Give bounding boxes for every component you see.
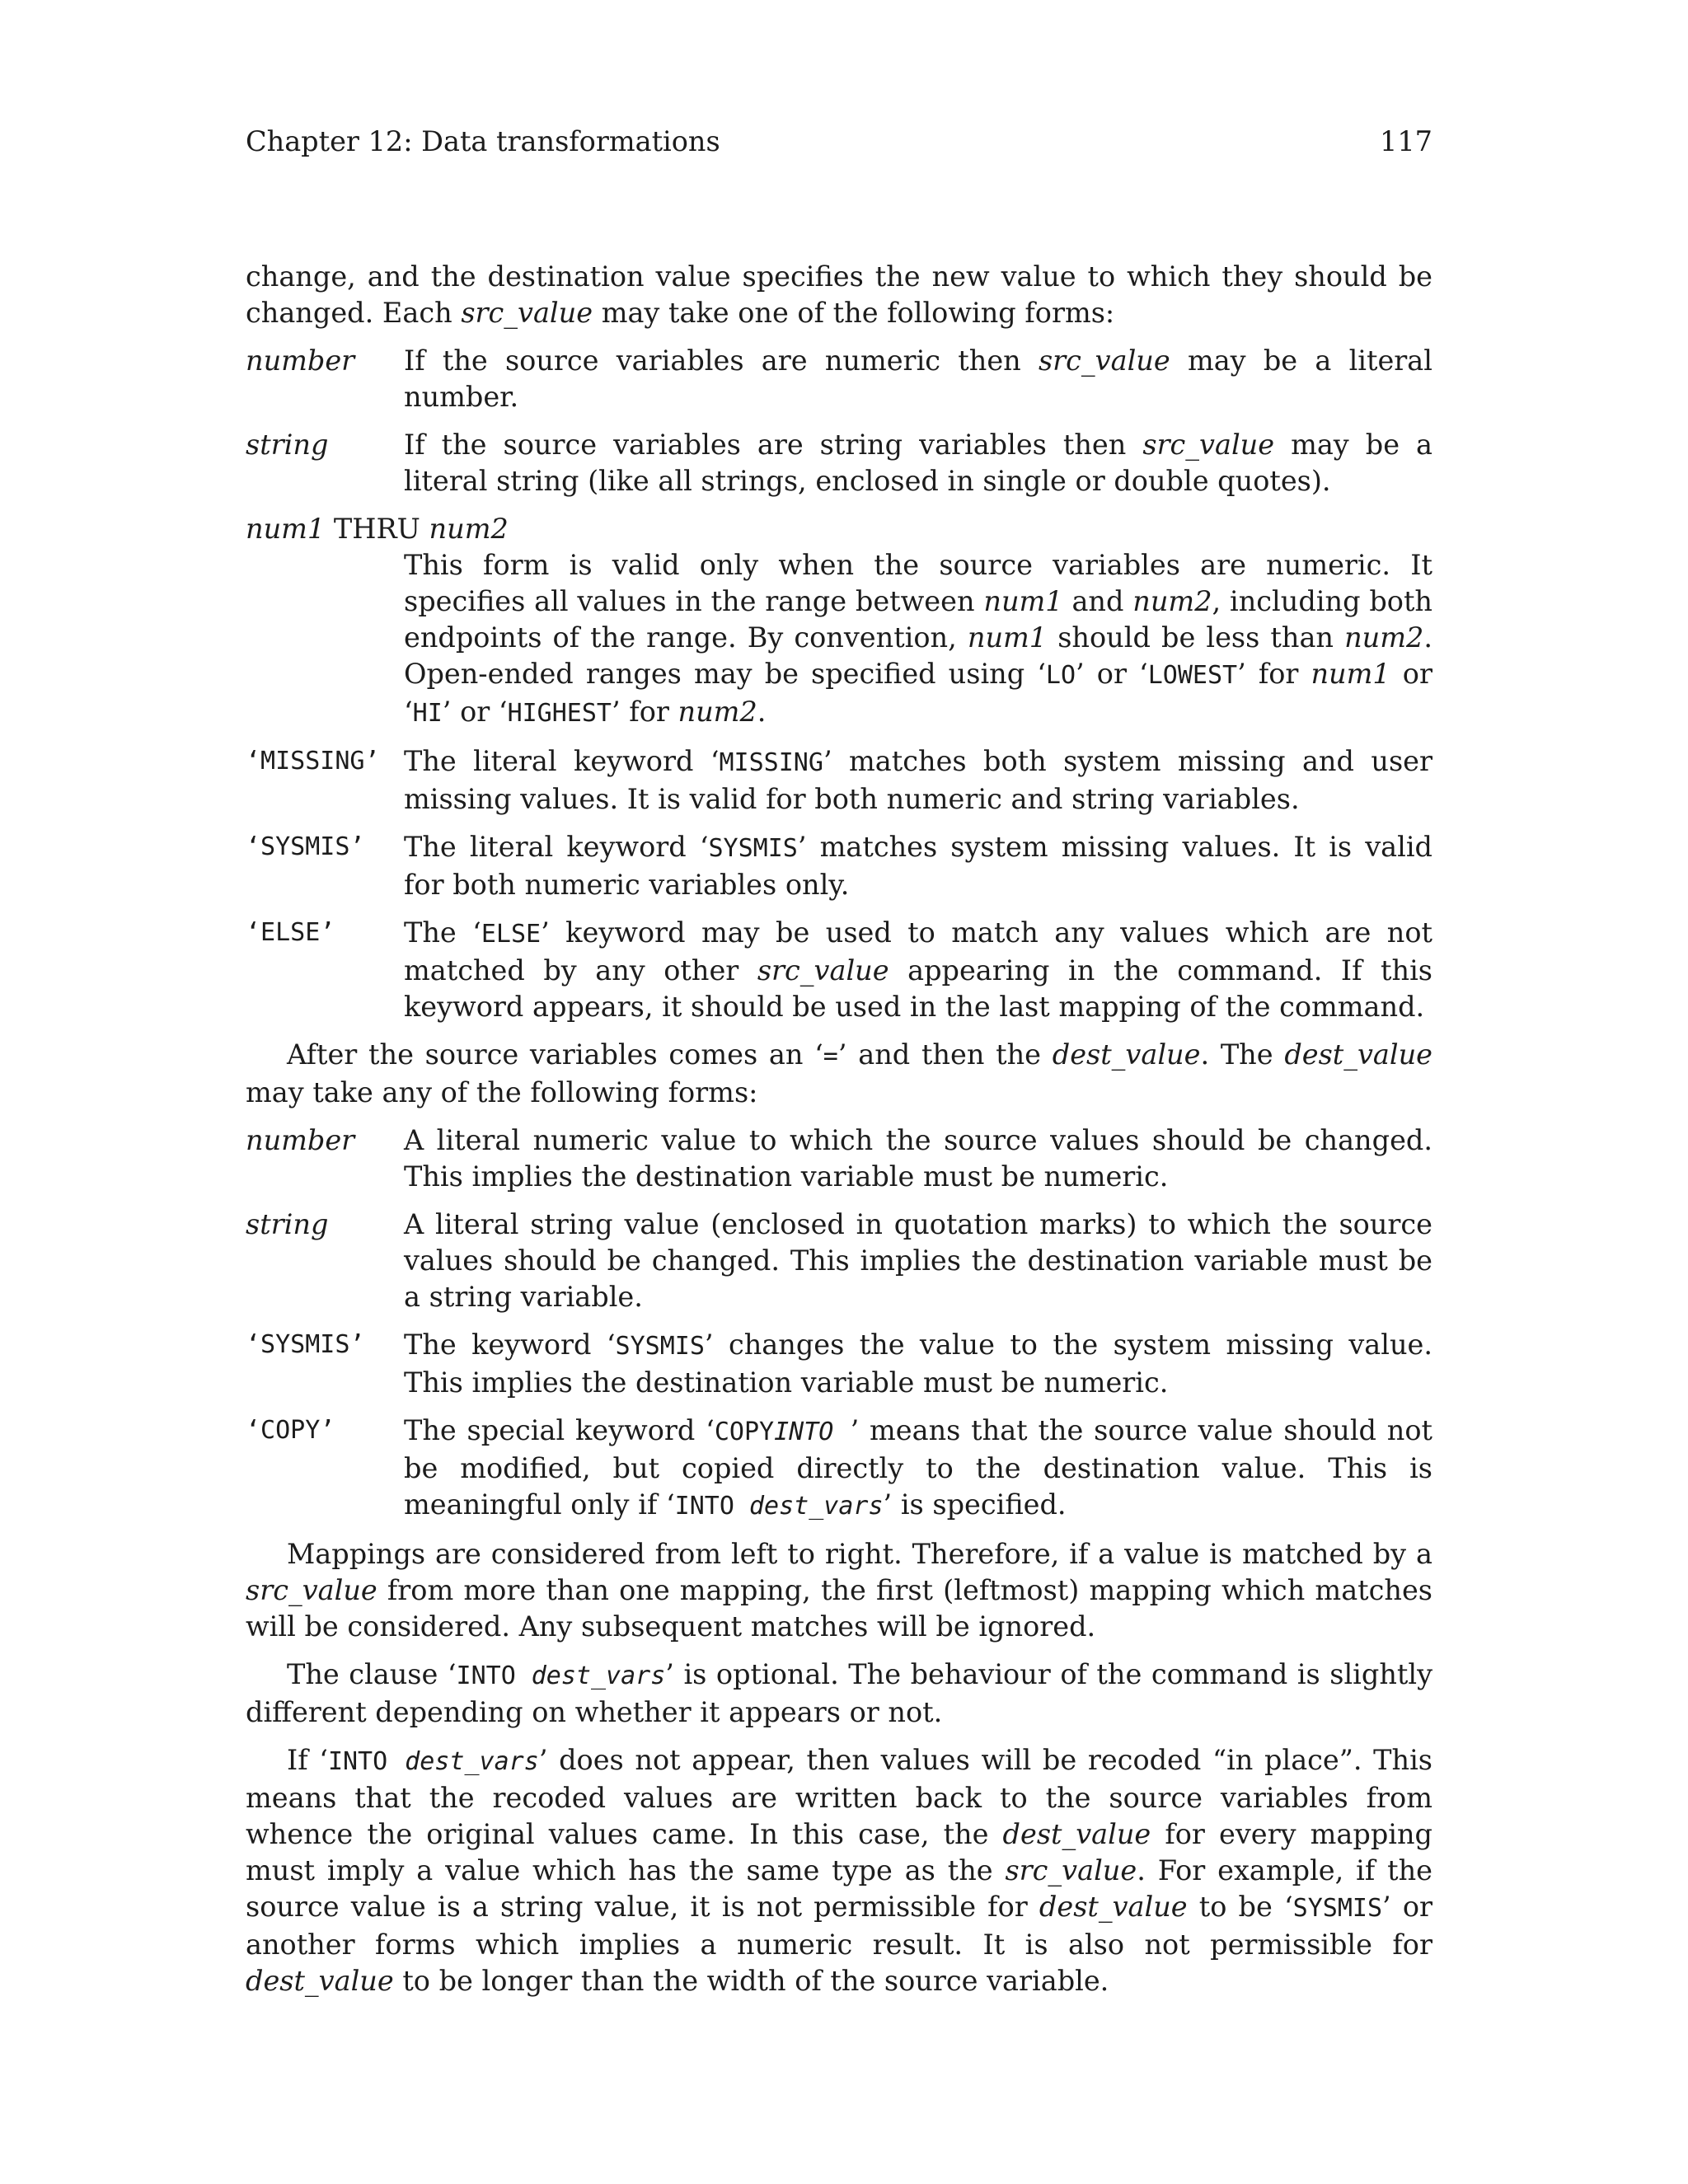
src-form-number: number If the source variables are numeric then src_value may be a literal number.: [246, 344, 1432, 413]
src-form-sysmis: ‘SYSMIS’ The literal keyword ‘SYSMIS’ matches system missing values. It is valid for both numeric variables only.: [246, 831, 1432, 901]
intro-paragraph: change, and the destination value specifies the new value to which they should be changed. Each src_value may take one of the following forms:: [246, 260, 1432, 329]
in-place-paragraph: If ‘INTO dest_vars’ does not appear, then values will be recoded “in place”. This means that the recoded values are written back to the source variables from whence the original values came. In this case, the dest_value for every mapping must imply a value which has the same type as the src_value. For example, if the source value is a string value, it is not permissible for dest_value to be ‘SYSMIS’ or another forms which implies a numeric result. It is also not permissible for dest_value to be longer than the width of the source variable.: [246, 1744, 1433, 1997]
src-form-else: ‘ELSE’ The ‘ELSE’ keyword may be used to match any values which are not matched by any other src_value appearing in the command. If this keyword appears, it should be used in the last mapping of the command.: [246, 916, 1432, 1023]
mappings-paragraph: Mappings are considered from left to right. Therefore, if a value is matched by a src_value from more than one mapping, the first (leftmost) mapping which matches will be considered. Any subsequent matches will be ignored.: [246, 1538, 1432, 1643]
dest-form-string: string A literal string value (enclosed in quotation marks) to which the source values should be changed. This implies the destination variable must be a string variable.: [246, 1208, 1432, 1313]
src-form-string: string If the source variables are string variables then src_value may be a literal string (like all strings, enclosed in single or double quotes).: [246, 429, 1433, 497]
page-number: 117: [1380, 125, 1432, 157]
dest-value-intro-paragraph: After the source variables comes an ‘=’ and then the dest_value. The dest_value may take any of the following forms:: [246, 1038, 1432, 1108]
chapter-title: Chapter 12: Data transformations: [246, 125, 720, 157]
src-form-range: [246, 511, 1432, 732]
src-value-forms-list: [246, 343, 1432, 1025]
src-form-missing: ‘MISSING’ The literal keyword ‘MISSING’ matches both system missing and user missing values. It is valid for both numeric and string variables.: [246, 745, 1433, 815]
document-page: [246, 124, 1432, 1999]
range-term: num1 THRU num2: [246, 513, 509, 545]
dest-value-forms-list: [246, 1122, 1432, 1525]
dest-form-sysmis: ‘SYSMIS’ The keyword ‘SYSMIS’ changes the value to the system missing value. This implies the destination variable must be numeric.: [246, 1329, 1432, 1399]
range-description: This form is valid only when the source variables are numeric. It specifies all values in the range between num1 and num2, including both endpoints of the range. By convention, num1 should be less than num2. Open-ended ranges may be specified using ‘LO’ or ‘LOWEST’ for num1 or ‘HI’ or ‘HIGHEST’ for num2.: [404, 549, 1433, 728]
running-header: [246, 124, 1432, 160]
clause-paragraph: The clause ‘INTO dest_vars’ is optional. The behaviour of the command is slightly different depending on whether it appears or not.: [246, 1658, 1433, 1728]
dest-form-copy: ‘COPY’ The special keyword ‘COPYINTO ’ means that the source value should not be modified, but copied directly to the destination value. This is meaningful only if ‘INTO dest_vars’ is specified.: [246, 1414, 1433, 1521]
dest-form-number: number A literal numeric value to which the source values should be changed. This implies the destination variable must be numeric.: [246, 1124, 1432, 1193]
